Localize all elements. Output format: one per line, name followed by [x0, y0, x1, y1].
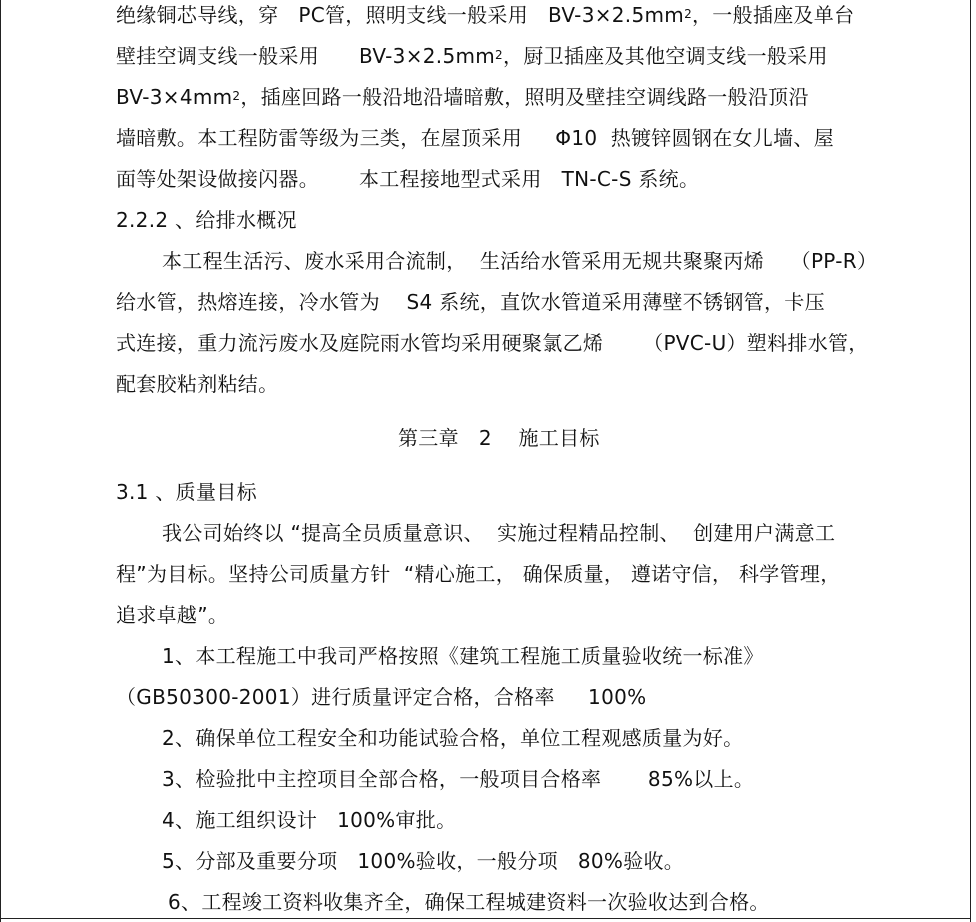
list-item: 5、分部及重要分项 100%验收，一般分项 80%验收。 — [162, 849, 685, 873]
list-item: 2、确保单位工程安全和功能试验合格，单位工程观感质量为好。 — [162, 726, 744, 750]
paragraph-line: 式连接，重力流污废水及庭院雨水管均采用硬聚氯乙烯 （PVC-U）塑料排水管， — [116, 331, 869, 355]
list-item: 6、工程竣工资料收集齐全，确保工程城建资料一次验收达到合格。 — [168, 890, 770, 914]
paragraph-line: 程”为目标。坚持公司质量方针 “精心施工， 确保质量， 遵诺守信， 科学管理， — [116, 562, 841, 586]
list-item: 3、检验批中主控项目全部合格，一般项目合格率 85%以上。 — [162, 767, 755, 791]
paragraph-line: 给水管，热熔连接，冷水管为 S4 系统，直饮水管道采用薄壁不锈钢管，卡压 — [116, 290, 825, 314]
paragraph-line: 追求卓越”。 — [116, 603, 229, 627]
text-run: ，厨卫插座及其他空调支线一般采用 — [502, 44, 828, 68]
text-run: ，一般插座及单台 — [692, 3, 855, 27]
paragraph-line — [116, 43, 828, 72]
paragraph-line: 配套胶粘剂粘结。 — [116, 372, 279, 396]
list-item: 1、本工程施工中我司严格按照《建筑工程施工质量验收统一标准》 — [162, 644, 764, 668]
chapter-title: 第三章 2 施工目标 — [398, 426, 600, 450]
superscript: 2 — [232, 89, 241, 103]
text-run: 壁挂空调支线一般采用 BV-3×2.5mm — [116, 44, 496, 68]
paragraph-line — [116, 84, 809, 113]
paragraph-line — [116, 2, 854, 31]
list-item: 4、施工组织设计 100%审批。 — [162, 808, 457, 832]
paragraph-line: 我公司始终以 “提高全员质量意识、 实施过程精品控制、 创建用户满意工 — [162, 521, 836, 545]
text-run: 绝缘铜芯导线，穿 PC管，照明支线一般采用 BV-3×2.5mm — [116, 3, 685, 27]
superscript: 2 — [495, 48, 503, 62]
text-run: BV-3×4mm — [116, 85, 233, 109]
list-item: （GB50300-2001）进行质量评定合格，合格率 100% — [116, 685, 647, 709]
text-run: ，插座回路一般沿地沿墙暗敷，照明及壁挂空调线路一般沿顶沿 — [240, 85, 809, 109]
section-heading: 3.1 、质量目标 — [116, 480, 257, 504]
paragraph-line: 面等处架设做接闪器。 本工程接地型式采用 TN-C-S 系统。 — [116, 167, 700, 191]
paragraph-line: 本工程生活污、废水采用合流制， 生活给水管采用无规共聚聚丙烯 （PP-R） — [162, 249, 878, 273]
section-heading: 2.2.2 、给排水概况 — [116, 208, 297, 232]
paragraph-line: 墙暗敷。本工程防雷等级为三类，在屋顶采用 Φ10 热镀锌圆钢在女儿墙、屋 — [116, 126, 834, 150]
superscript: 2 — [684, 7, 692, 21]
